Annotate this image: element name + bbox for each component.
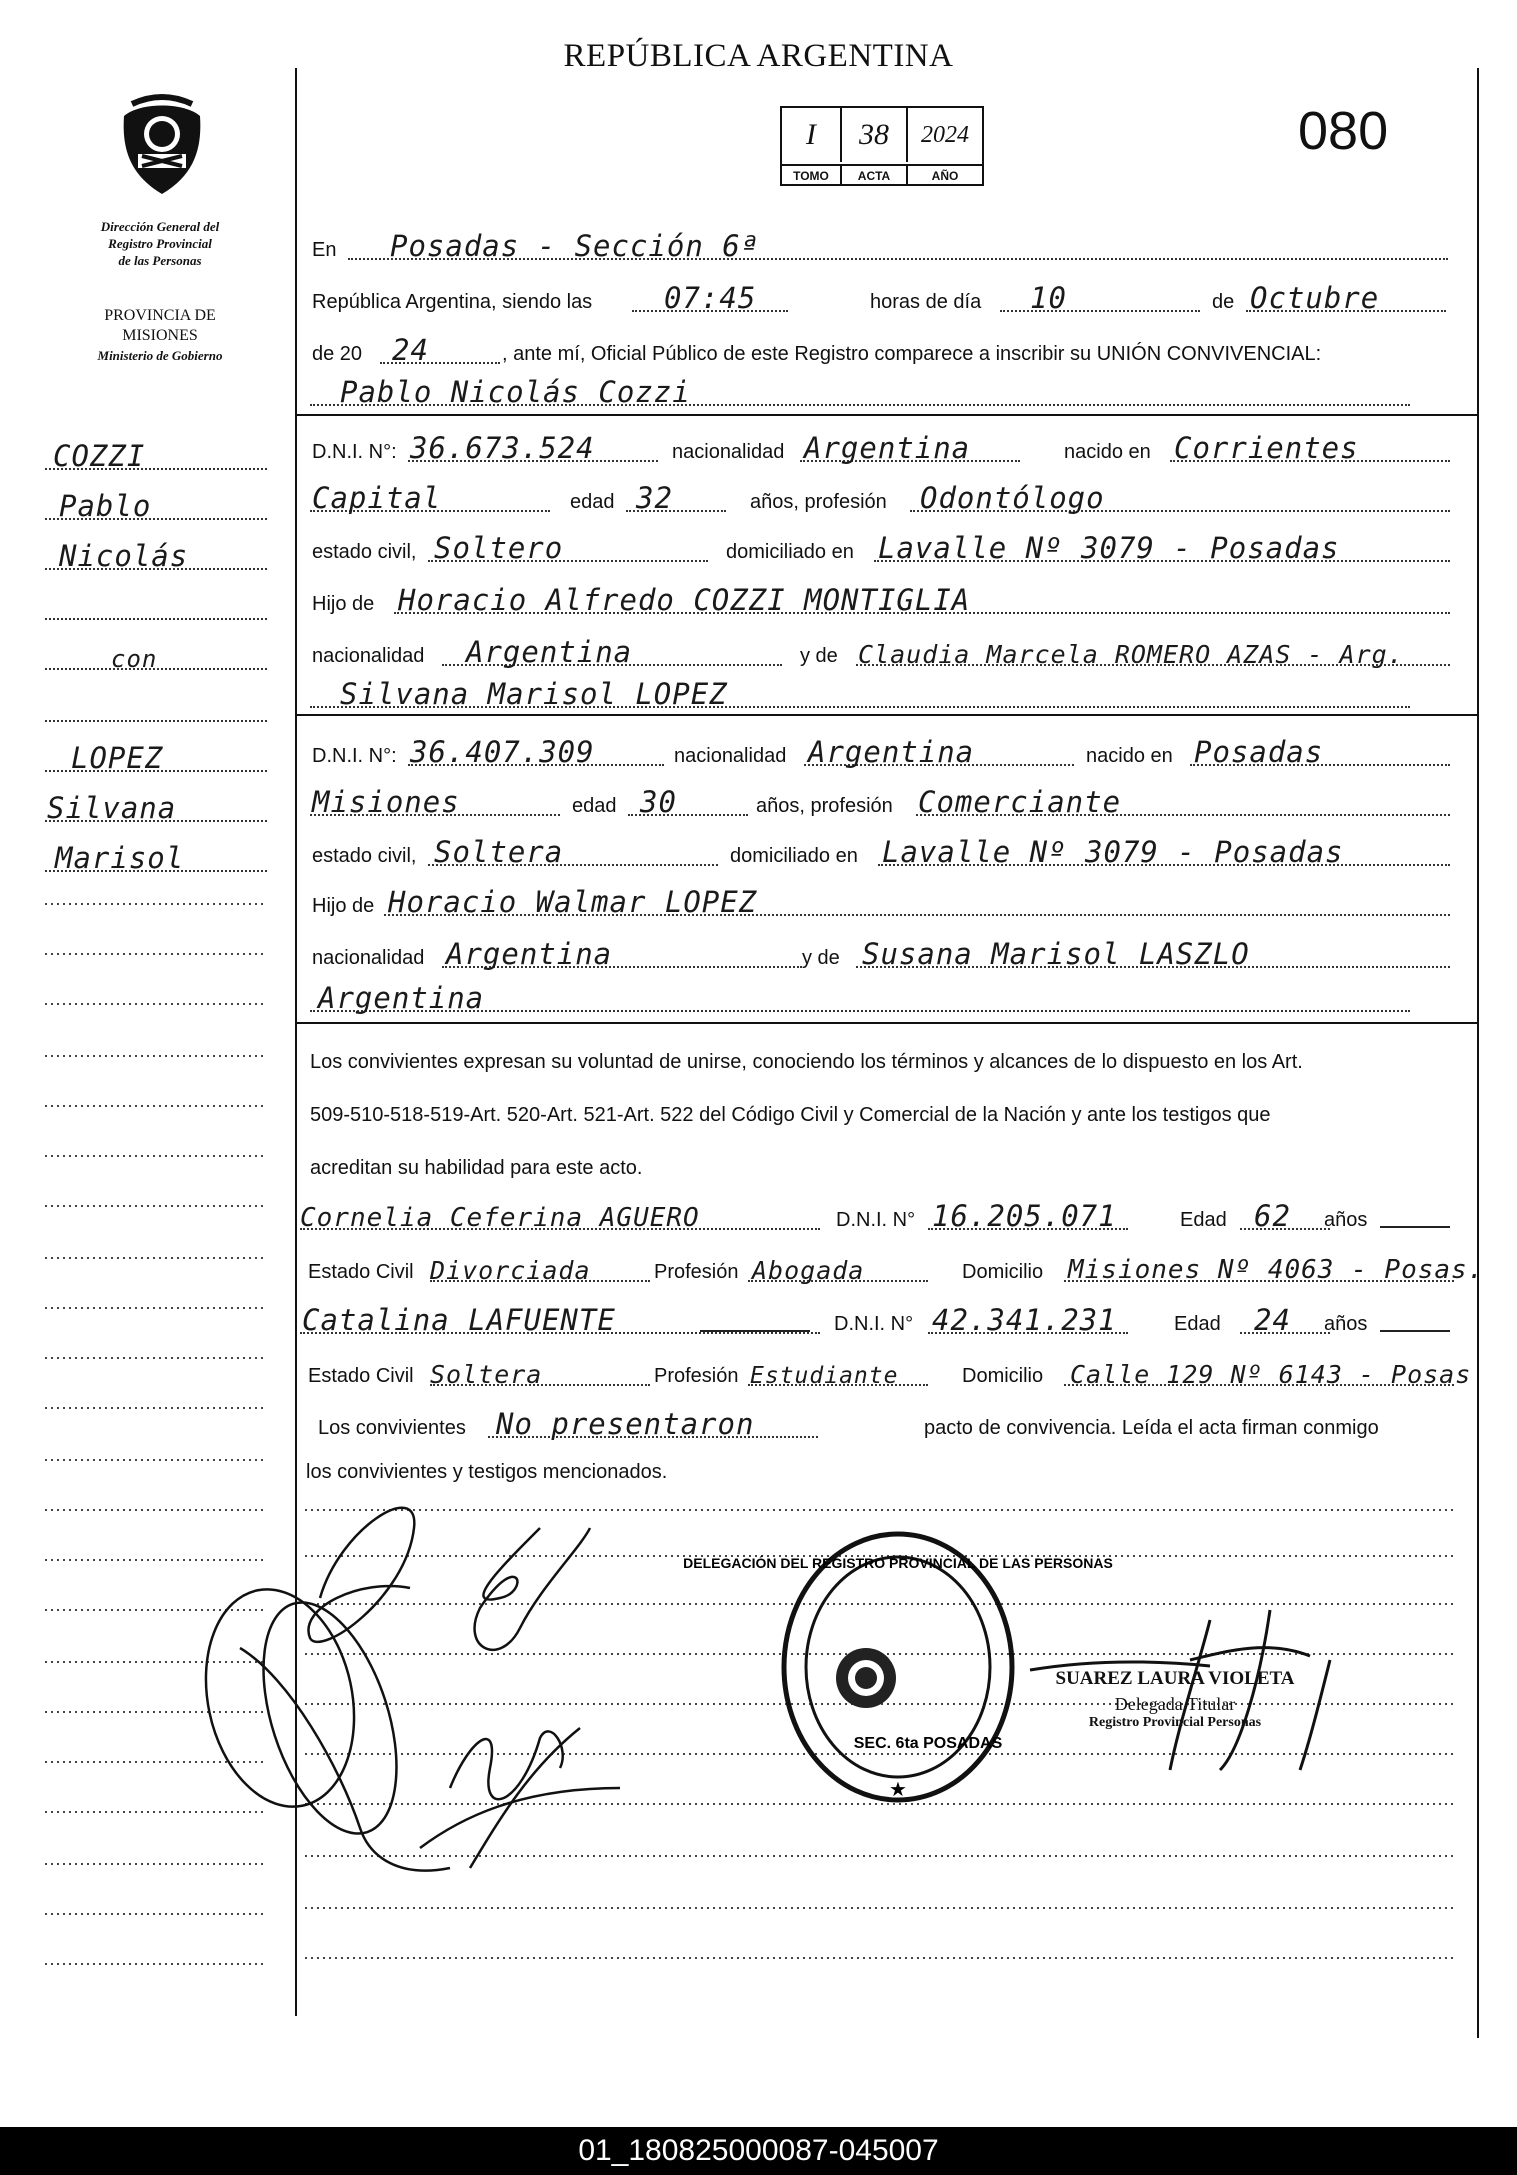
p2-dni-label: D.N.I. N°: xyxy=(312,745,397,767)
sidebar-p2-name1: Silvana xyxy=(45,780,267,828)
sidebar-p1-name1: Pablo xyxy=(45,478,267,526)
w1-dom-label: Domicilio xyxy=(962,1261,1044,1283)
declaration-line1: Los convivientes expresan su voluntad de unirse, conociendo los términos y alcances de lo dispuesto en los Art. xyxy=(310,1051,1303,1073)
p2-profession: Comerciante xyxy=(918,785,1122,819)
w2-civil: Soltera xyxy=(430,1360,543,1389)
w1-age: 62 xyxy=(1254,1199,1291,1233)
closing-row2 xyxy=(304,1448,1464,1488)
p2-birthplace: Posadas xyxy=(1194,735,1324,769)
closing-line2: los convivientes y testigos mencionados. xyxy=(306,1461,668,1483)
section-divider-3 xyxy=(295,1022,1479,1024)
w2-civil-label: Estado Civil xyxy=(308,1365,414,1387)
p2-address: Lavalle Nº 3079 - Posadas xyxy=(882,835,1344,869)
p2-civil: Soltera xyxy=(434,835,564,869)
tomo-acta-box xyxy=(780,106,984,186)
org-name xyxy=(60,218,260,269)
person1-fullname: Pablo Nicolás Cozzi xyxy=(340,375,691,409)
coat-of-arms-logo xyxy=(112,92,212,200)
closing-label: Los convivientes xyxy=(318,1417,466,1439)
sidebar-p2-surname: LOPEZ xyxy=(45,730,267,778)
p2-mother: Susana Marisol LASZLO xyxy=(862,937,1250,971)
p1-father-label: Hijo de xyxy=(312,593,375,615)
acta-label: ACTA xyxy=(842,164,908,186)
p1-dom-label: domiciliado en xyxy=(726,541,854,563)
p2-fnat-label: nacionalidad xyxy=(312,947,425,969)
closing-value: No presentaron xyxy=(496,1407,755,1441)
w2-profession: Estudiante xyxy=(750,1363,899,1389)
sidebar-p1-name2: Nicolás xyxy=(45,528,267,576)
certificate-number: 080 xyxy=(1298,101,1389,161)
w1-dni: 16.205.071 xyxy=(932,1199,1117,1233)
p2-row-age xyxy=(310,782,1470,822)
intro-row-year xyxy=(310,330,1470,370)
p1-row-father xyxy=(310,580,1470,620)
p1-row-age xyxy=(310,478,1470,518)
p1-mother-label: y de xyxy=(800,645,838,667)
p2-age: 30 xyxy=(640,785,677,819)
w2-row-details xyxy=(306,1352,1472,1392)
p2-father: Horacio Walmar LOPEZ xyxy=(388,885,758,919)
p2-father-label: Hijo de xyxy=(312,895,375,917)
official-title: Delegada Titular xyxy=(1114,1694,1236,1714)
p1-born-label: nacido en xyxy=(1064,441,1151,463)
official-signature-block xyxy=(1005,1668,1345,1731)
p2-dom-label: domiciliado en xyxy=(730,845,858,867)
w1-years-label: años xyxy=(1324,1209,1368,1231)
closing-row xyxy=(316,1404,1476,1444)
stamp-text: DELEGACIÓN DEL REGISTRO PROVINCIAL DE LAS PERSONAS xyxy=(683,1555,1113,1571)
tomo-value: I xyxy=(782,108,842,162)
w1-civil-label: Estado Civil xyxy=(308,1261,414,1283)
stamp-star-icon: ★ xyxy=(889,1779,907,1801)
p2-nac-label: nacionalidad xyxy=(674,745,787,767)
p1-father-nat: Argentina xyxy=(466,635,633,669)
person2-fullname: Silvana Marisol LOPEZ xyxy=(340,677,728,711)
province-name xyxy=(60,306,260,346)
p2-row-father xyxy=(310,882,1470,922)
w2-address: Calle 129 Nº 6143 - Posas xyxy=(1070,1360,1472,1389)
p1-row-civil xyxy=(310,528,1470,568)
sidebar-p1-surname: COZZI xyxy=(45,428,267,476)
p1-civil-label: estado civil, xyxy=(312,541,417,563)
p2-row-fullname xyxy=(310,674,1470,714)
closing-text: pacto de convivencia. Leída el acta firman conmigo xyxy=(924,1417,1379,1439)
w2-dni: 42.341.231 xyxy=(932,1303,1117,1337)
intro-row-datetime xyxy=(310,278,1470,318)
p2-row-dni xyxy=(310,732,1470,772)
declaration-line3: acreditan su habilidad para este acto. xyxy=(310,1157,643,1179)
witness-signatures xyxy=(200,1488,720,1888)
p1-years-label: años, profesión xyxy=(750,491,887,513)
p1-civil: Soltero xyxy=(434,531,564,565)
p2-birthplace2: Misiones xyxy=(312,785,460,819)
year-suffix: 24 xyxy=(392,333,429,367)
section-divider-2 xyxy=(295,714,1479,716)
p2-born-label: nacido en xyxy=(1086,745,1173,767)
hours-value: 07:45 xyxy=(664,281,757,315)
p2-dni: 36.407.309 xyxy=(410,735,595,769)
org-line3: de las Personas xyxy=(118,253,202,268)
statement-text: , ante mí, Oficial Público de este Registro comparece a inscribir su UNIÓN CONVIVENCIAL: xyxy=(502,343,1322,365)
p1-row-mother xyxy=(310,632,1470,672)
acta-value: 38 xyxy=(842,108,908,162)
p1-row-dni xyxy=(310,428,1470,468)
p2-civil-label: estado civil, xyxy=(312,845,417,867)
p1-fnat-label: nacionalidad xyxy=(312,645,425,667)
p2-nationality: Argentina xyxy=(808,735,975,769)
place-value: Posadas - Sección 6ª xyxy=(390,229,760,263)
p1-mother: Claudia Marcela ROMERO AZAS - Arg. xyxy=(858,640,1404,669)
p1-age: 32 xyxy=(636,481,673,515)
org-line2: Registro Provincial xyxy=(108,236,212,251)
p1-father: Horacio Alfredo COZZI MONTIGLIA xyxy=(398,583,971,617)
province-line1: PROVINCIA DE xyxy=(104,307,216,324)
p2-years-label: años, profesión xyxy=(756,795,893,817)
w1-age-label: Edad xyxy=(1180,1209,1227,1231)
w2-years-label: años xyxy=(1324,1313,1368,1335)
p1-nac-label: nacionalidad xyxy=(672,441,785,463)
w1-prof-label: Profesión xyxy=(654,1261,739,1283)
p2-row-mothernat xyxy=(310,978,1470,1018)
horas-label: horas de día xyxy=(870,291,982,313)
w2-dni-label: D.N.I. N° xyxy=(834,1313,914,1335)
p1-nationality: Argentina xyxy=(804,431,971,465)
w2-age-label: Edad xyxy=(1174,1313,1221,1335)
sidebar-blank-2 xyxy=(45,680,267,728)
w2-name: Catalina LAFUENTE xyxy=(302,1303,616,1337)
official-name: SUAREZ LAURA VIOLETA xyxy=(1055,1668,1295,1689)
anio-label: AÑO xyxy=(908,164,982,186)
w2-dom-label: Domicilio xyxy=(962,1365,1044,1387)
province-line2: MISIONES xyxy=(122,327,198,344)
anio-value: 2024 xyxy=(921,122,969,148)
sidebar-blank-1 xyxy=(45,578,267,626)
w1-row-name xyxy=(300,1196,1460,1236)
p2-row-civil xyxy=(310,832,1470,872)
sidebar-con: con xyxy=(45,628,267,676)
w1-name: Cornelia Ceferina AGUERO xyxy=(300,1203,700,1233)
p2-age-label: edad xyxy=(572,795,617,817)
w2-age: 24 xyxy=(1254,1303,1291,1337)
right-margin-line xyxy=(1477,68,1479,2038)
sidebar-p2-name2: Marisol xyxy=(45,830,267,878)
w1-profession: Abogada xyxy=(752,1256,865,1285)
ministry-name: Ministerio de Gobierno xyxy=(97,348,223,363)
w1-dni-label: D.N.I. N° xyxy=(836,1209,916,1231)
tomo-label: TOMO xyxy=(782,164,842,186)
w1-row-details xyxy=(306,1248,1485,1288)
w2-row-name xyxy=(300,1300,1460,1340)
p1-dni: 36.673.524 xyxy=(410,431,595,465)
org-line1: Dirección General del xyxy=(100,219,220,234)
p1-profession: Odontólogo xyxy=(920,481,1105,515)
p1-birthplace: Corrientes xyxy=(1174,431,1359,465)
footer-code: 01_180825000087-045007 xyxy=(0,2127,1517,2175)
official-office: Registro Provincial Personas xyxy=(1088,1715,1262,1730)
p2-row-mother xyxy=(310,934,1470,974)
intro-row-person1 xyxy=(310,372,1470,412)
republica-label: República Argentina, siendo las xyxy=(312,291,593,313)
p1-dni-label: D.N.I. N°: xyxy=(312,441,397,463)
w1-civil: Divorciada xyxy=(430,1256,591,1285)
p2-mother-label: y de xyxy=(802,947,840,969)
p2-father-nat: Argentina xyxy=(446,937,613,971)
p2-mother-nat: Argentina xyxy=(318,981,485,1015)
official-stamp xyxy=(683,1528,1113,1806)
declaration-text xyxy=(310,1036,1460,1195)
de-label: de xyxy=(1212,291,1235,313)
year-prefix: de 20 xyxy=(312,343,363,365)
p1-birthplace2: Capital xyxy=(312,481,442,515)
country-title: REPÚBLICA ARGENTINA xyxy=(563,38,954,74)
section-divider-1 xyxy=(295,414,1479,416)
month-value: Octubre xyxy=(1250,281,1380,315)
day-value: 10 xyxy=(1030,281,1067,315)
en-label: En xyxy=(312,239,337,261)
declaration-line2: 509-510-518-519-Art. 520-Art. 521-Art. 522 del Código Civil y Comercial de la Nación y ante los testigos que xyxy=(310,1104,1271,1126)
p1-age-label: edad xyxy=(570,491,615,513)
w2-prof-label: Profesión xyxy=(654,1365,739,1387)
stamp-sec: SEC. 6ta POSADAS xyxy=(853,1735,1003,1752)
w1-address: Misiones Nº 4063 - Posas. xyxy=(1068,1255,1485,1285)
intro-row-place xyxy=(310,226,1470,266)
p1-address: Lavalle Nº 3079 - Posadas xyxy=(878,531,1340,565)
